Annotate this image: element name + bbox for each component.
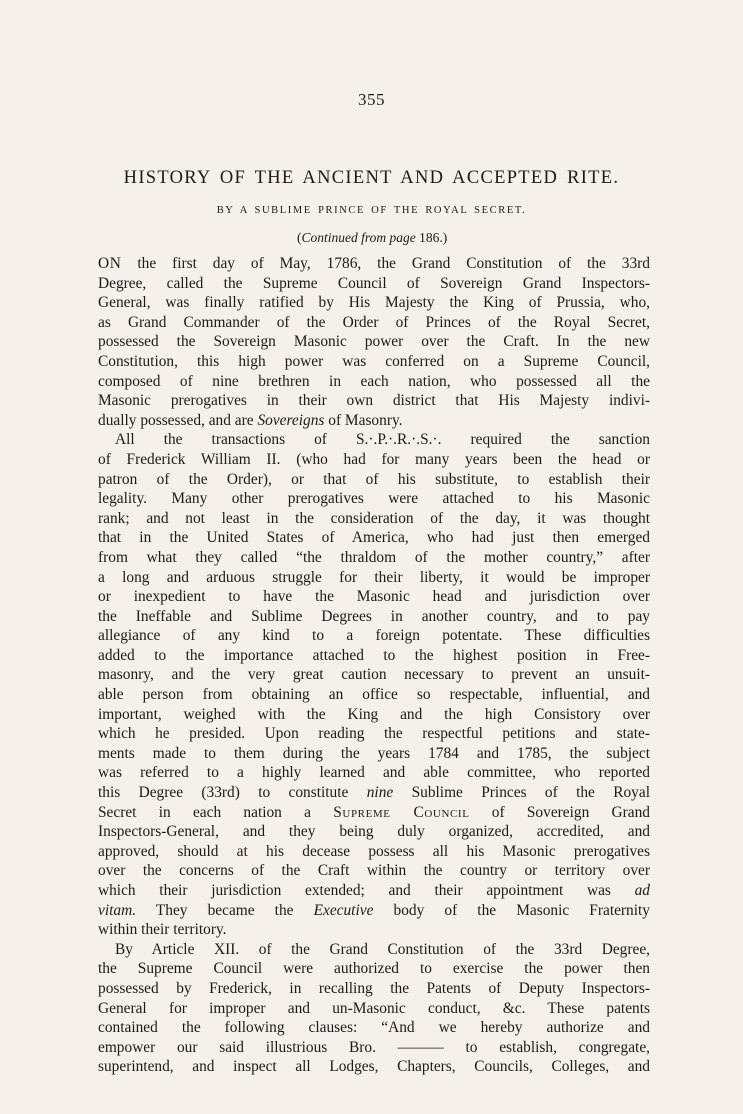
text-line: patron of the Order), or that of his substitute, to establish their: [98, 470, 650, 488]
text-line: Secret in each nation a Supreme Council of Sovereign Grand: [98, 803, 651, 821]
text-line: Degree, called the Supreme Council of Sovereign Grand Inspectors-: [98, 274, 650, 292]
text-line: which their jurisdiction extended; and their appointment was ad: [98, 882, 650, 899]
continued-rest: 186.): [415, 230, 448, 245]
paragraph-3: [98, 940, 650, 1077]
text-line: allegiance of any kind to a foreign potentate. These difficulties: [98, 627, 650, 645]
article-byline: BY A SUBLIME PRINCE OF THE ROYAL SECRET.: [216, 205, 527, 216]
text-line: composed of nine brethren in each nation, who possessed all the: [98, 372, 650, 390]
text-line: Inspectors-General, and they being duly organized, accredited, and: [98, 823, 650, 841]
article-title: HISTORY OF THE ANCIENT AND ACCEPTED RITE.: [123, 168, 620, 188]
text-line: ON the first day of May, 1786, the Grand Constitution of the 33rd: [98, 255, 650, 272]
text-line: added to the importance attached to the highest position in Free-: [98, 646, 650, 664]
text-line: Constitution, this high power was conferred on a Supreme Council,: [98, 352, 650, 370]
text-line: superintend, and inspect all Lodges, Chapters, Councils, Colleges, and: [98, 1058, 650, 1076]
continued-note: [297, 230, 447, 246]
text-line: vitam. They became the Executive body of the Masonic Fraternity: [98, 901, 651, 919]
text-line: was referred to a highly learned and able committee, who reported: [98, 764, 650, 782]
text-line: dually possessed, and are Sovereigns of Masonry.: [98, 411, 403, 429]
text-line: which he presided. Upon reading the respectful petitions and state-: [98, 725, 650, 743]
text-line: ments made to them during the years 1784 and 1785, the subject: [98, 744, 650, 762]
text-line: or inexpedient to have the Masonic head and jurisdiction over: [98, 588, 650, 606]
paragraph-2: [98, 430, 650, 939]
continued-italic: Continued from page: [301, 230, 416, 245]
text-line: General for improper and un-Masonic conduct, &c. These patents: [98, 999, 650, 1017]
paragraph-1: [98, 254, 650, 430]
page-number: 355: [358, 90, 385, 109]
text-line: important, weighed with the King and the high Consistory over: [98, 705, 650, 723]
article-body: [98, 254, 650, 1077]
text-line: empower our said illustrious Bro. ——— to establish, congregate,: [98, 1038, 650, 1056]
text-line: possessed by Frederick, in recalling the Patents of Deputy Inspectors-: [98, 979, 650, 997]
text-line: a long and arduous struggle for their liberty, it would be improper: [98, 568, 650, 586]
text-line: of Frederick William II. (who had for many years been the head or: [98, 450, 650, 468]
text-line: masonry, and the very great caution necessary to prevent an unsuit-: [98, 666, 650, 684]
text-line: this Degree (33rd) to constitute nine Sublime Princes of the Royal: [98, 784, 650, 802]
text-line: over the concerns of the Craft within the country or territory over: [98, 862, 650, 880]
text-line: as Grand Commander of the Order of Princes of the Royal Secret,: [98, 313, 650, 331]
text-line: able person from obtaining an office so respectable, influential, and: [98, 686, 650, 704]
text-line: rank; and not least in the consideration of the day, it was thought: [98, 509, 650, 527]
drop-word: ON: [98, 255, 122, 272]
text-line: Masonic prerogatives in their own district that His Majesty indivi-: [98, 392, 650, 410]
text-line: approved, should at his decease possess all his Masonic prerogatives: [98, 842, 650, 860]
text-line: from what they called “the thraldom of the mother country,” after: [98, 548, 650, 566]
text-line: All the transactions of S.·.P.·.R.·.S.·. required the sanction: [115, 431, 650, 449]
text-line: that in the United States of America, who had just then emerged: [98, 529, 650, 547]
text-line: General, was finally ratified by His Majesty the King of Prussia, who,: [98, 294, 650, 312]
text-line: contained the following clauses: “And we hereby authorize and: [98, 1019, 650, 1037]
text-line: the Supreme Council were authorized to exercise the power then: [98, 960, 650, 978]
text-line: the Ineffable and Sublime Degrees in another country, and to pay: [98, 607, 650, 625]
text-line: legality. Many other prerogatives were attached to his Masonic: [98, 490, 650, 508]
text-line: possessed the Sovereign Masonic power over the Craft. In the new: [98, 333, 650, 351]
text-line: By Article XII. of the Grand Constitution of the 33rd Degree,: [115, 940, 650, 958]
continued-open: (: [297, 230, 302, 245]
text-line: within their territory.: [98, 921, 227, 939]
